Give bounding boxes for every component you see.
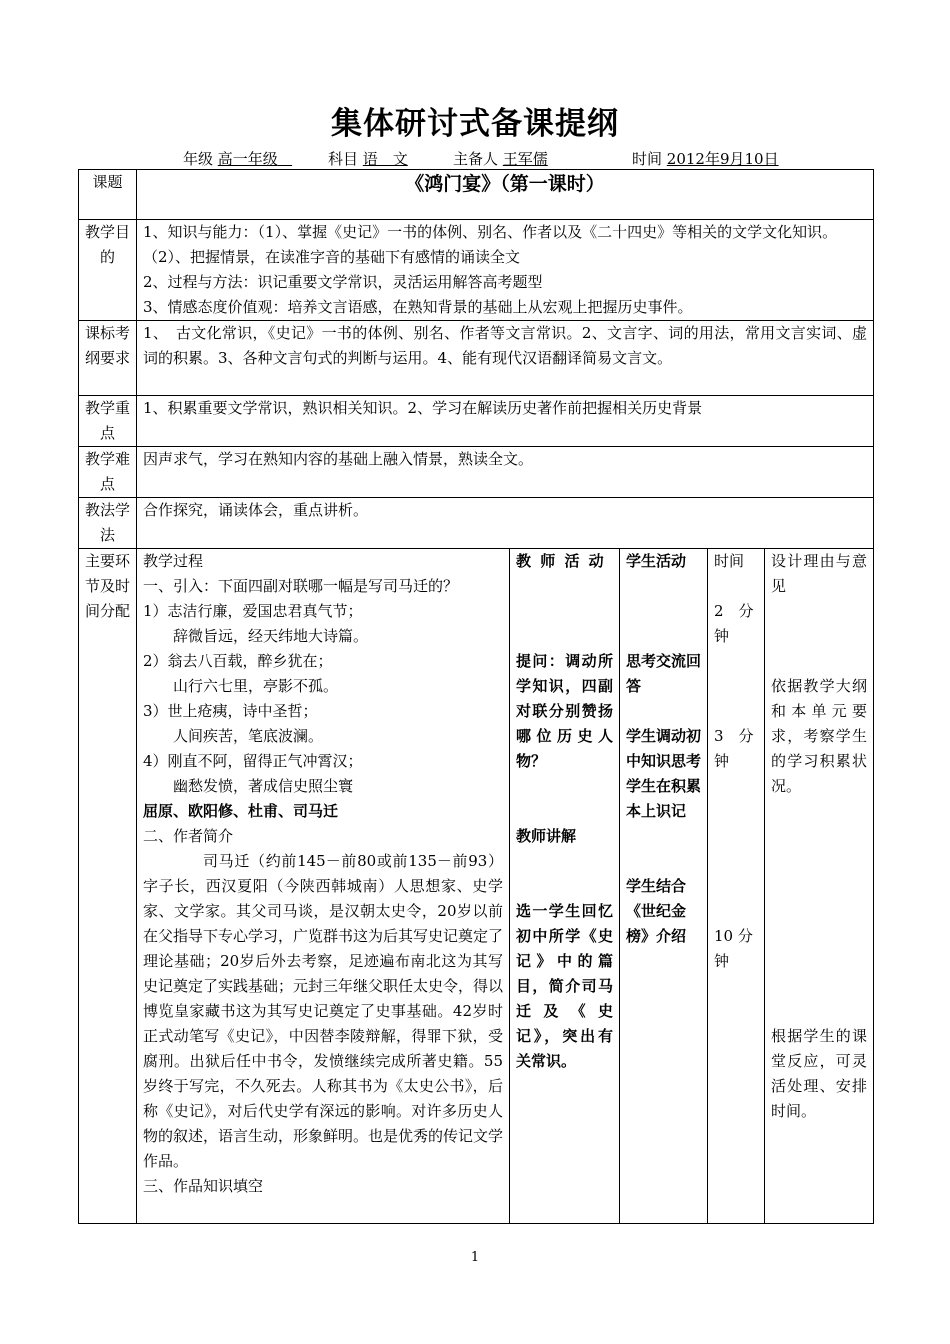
difficulties-label: 教学难点	[79, 447, 137, 498]
couplet-line: 山行六七里，亭影不孤。	[173, 677, 339, 695]
process-row	[79, 549, 874, 1224]
section-heading: 二、作者简介	[143, 827, 234, 845]
time-value: 2 分钟	[714, 602, 754, 645]
student-activity-column	[620, 549, 708, 1224]
grade-value: 高一年级	[217, 150, 278, 168]
reason-column	[765, 549, 874, 1224]
grade-field	[183, 148, 292, 169]
lesson-plan-table	[78, 169, 874, 1224]
key-points-row	[79, 396, 874, 447]
time-value: 3 分钟	[714, 727, 754, 770]
subject-value: 语 文	[362, 150, 408, 168]
time-value: 10 分钟	[714, 927, 753, 970]
couplet-line: 幽愁发愤，著成信史照尘寰	[173, 777, 354, 795]
teacher-activity-column	[510, 549, 620, 1224]
page-title: 集体研讨式备课提纲	[331, 106, 619, 142]
objective-line: 3、情感态度价值观：培养文言语感，在熟知背景的基础上从宏观上把握历史事件。	[143, 298, 693, 316]
author-bio: 司马迁（约前145－前80或前135－前93）字子长，西汉夏阳（今陕西韩城南）人思想家、史学家、文学家。其父司马谈，是汉朝太史令，20岁以前在父指导下专心学习，广览群书这为后其写史记奠定了理论基础；20岁后外去考察，足迹遍布南北这为其写史记奠定了实践基础；元封三年继父职任太史令，得以博览皇家藏书这为其写史记奠定了史事基础。42岁时正式动笔写《史记》，中因替李陵辩解，得罪下狱，受腐刑。出狱后任中书令，发愤继续完成所著史籍。55岁终于写完，不久死去。人称其书为《太史公书》，后称《史记》，对后代史学有深远的影响。对许多历史人物的叙述，语言生动，形象鲜明。也是优秀的传记文学作品。	[143, 852, 504, 1170]
requirements-row	[79, 321, 874, 396]
couplet-line: 3）世上疮痍，诗中圣哲；	[143, 702, 318, 720]
objectives-label: 教学目的	[79, 220, 137, 321]
preparer-label: 主备人	[453, 150, 499, 168]
time-column	[708, 549, 765, 1224]
intro-line: 一、引入：下面四副对联哪一幅是写司马迁的？	[143, 577, 459, 595]
student-header: 学生活动	[626, 552, 687, 570]
reason-note: 根据学生的课堂反应，可灵活处理、安排时间。	[771, 1027, 868, 1120]
teacher-activity: 提问：调动所学知识，四副对联分别赞扬哪位历史人物？	[516, 652, 613, 770]
reason-header: 设计理由与意见	[771, 552, 868, 595]
requirements-label: 课标考纲要求	[79, 321, 137, 396]
time-label: 时间	[632, 150, 663, 168]
subject-label: 科目	[328, 150, 359, 168]
process-header: 教学过程	[143, 552, 204, 570]
couplet-line: 人间疾苦，笔底波澜。	[173, 727, 324, 745]
key-points-label: 教学重点	[79, 396, 137, 447]
student-activity: 学生结合《世纪金榜》介绍	[626, 877, 687, 945]
objective-line: 1、知识与能力：（1）、掌握《史记》一书的体例、别名、作者以及《二十四史》等相关的文学文化知识。	[143, 223, 838, 241]
reason-note: 依据教学大纲和本单元要求，考察学生的学习积累状况。	[771, 677, 868, 795]
couplet-line: 1）志洁行廉，爱国忠君真气节；	[143, 602, 363, 620]
couplet-line: 辞微旨远，经天纬地大诗篇。	[173, 627, 369, 645]
process-content	[137, 549, 510, 1224]
preparer-value: 王军儒	[502, 150, 548, 168]
key-points-content: 1、积累重要文学常识，熟识相关知识。2、学习在解读历史著作前把握相关历史背景	[137, 396, 874, 447]
topic-label: 课题	[79, 170, 137, 220]
time-header: 时间	[714, 552, 745, 570]
methods-label: 教法学法	[79, 498, 137, 549]
objective-line: （2）、把握情景，在读准字音的基础下有感情的诵读全文	[143, 248, 521, 266]
process-label: 主要环节及时间分配	[79, 549, 137, 1224]
teacher-activity: 教师讲解	[516, 827, 577, 845]
objectives-row	[79, 220, 874, 321]
page-number: 1	[470, 1250, 480, 1265]
methods-row	[79, 498, 874, 549]
difficulties-content: 因声求气，学习在熟知内容的基础上融入情景，熟读全文。	[137, 447, 874, 498]
methods-content: 合作探究，诵读体会，重点讲析。	[137, 498, 874, 549]
student-activity: 思考交流回答	[626, 652, 702, 695]
subject-field	[328, 148, 408, 169]
teacher-activity: 选一学生回忆初中所学《史记》中的篇目，简介司马迁及《史记》，突出有关常识。	[516, 902, 613, 1070]
teacher-header: 教 师 活 动	[516, 552, 606, 570]
difficulties-row	[79, 447, 874, 498]
requirements-content: 1、 古文化常识，《史记》一书的体例、别名、作者等文言常识。2、文言字、词的用法，常用文言实词、虚词的积累。3、各种文言句式的判断与运用。4、能有现代汉语翻译简易文言文。	[137, 321, 874, 396]
student-activity: 学生调动初中知识思考	[626, 727, 702, 770]
time-field	[632, 148, 779, 169]
couplet-line: 2）翁去八百载，醉乡犹在；	[143, 652, 333, 670]
topic-row	[79, 170, 874, 220]
objective-line: 2、过程与方法：识记重要文学常识，灵活运用解答高考题型	[143, 273, 543, 291]
grade-label: 年级	[183, 150, 214, 168]
student-activity: 学生在积累本上识记	[626, 777, 702, 820]
answer-line: 屈原、欧阳修、杜甫、司马迁	[143, 802, 339, 820]
section-heading: 三、作品知识填空	[143, 1177, 264, 1195]
preparer-field	[453, 148, 548, 169]
time-value: 2012年9月10日	[666, 150, 779, 168]
couplet-line: 4）刚直不阿，留得正气冲霄汉；	[143, 752, 363, 770]
objectives-content	[137, 220, 874, 321]
lesson-title: 《鸿门宴》（第一课时）	[137, 170, 874, 220]
